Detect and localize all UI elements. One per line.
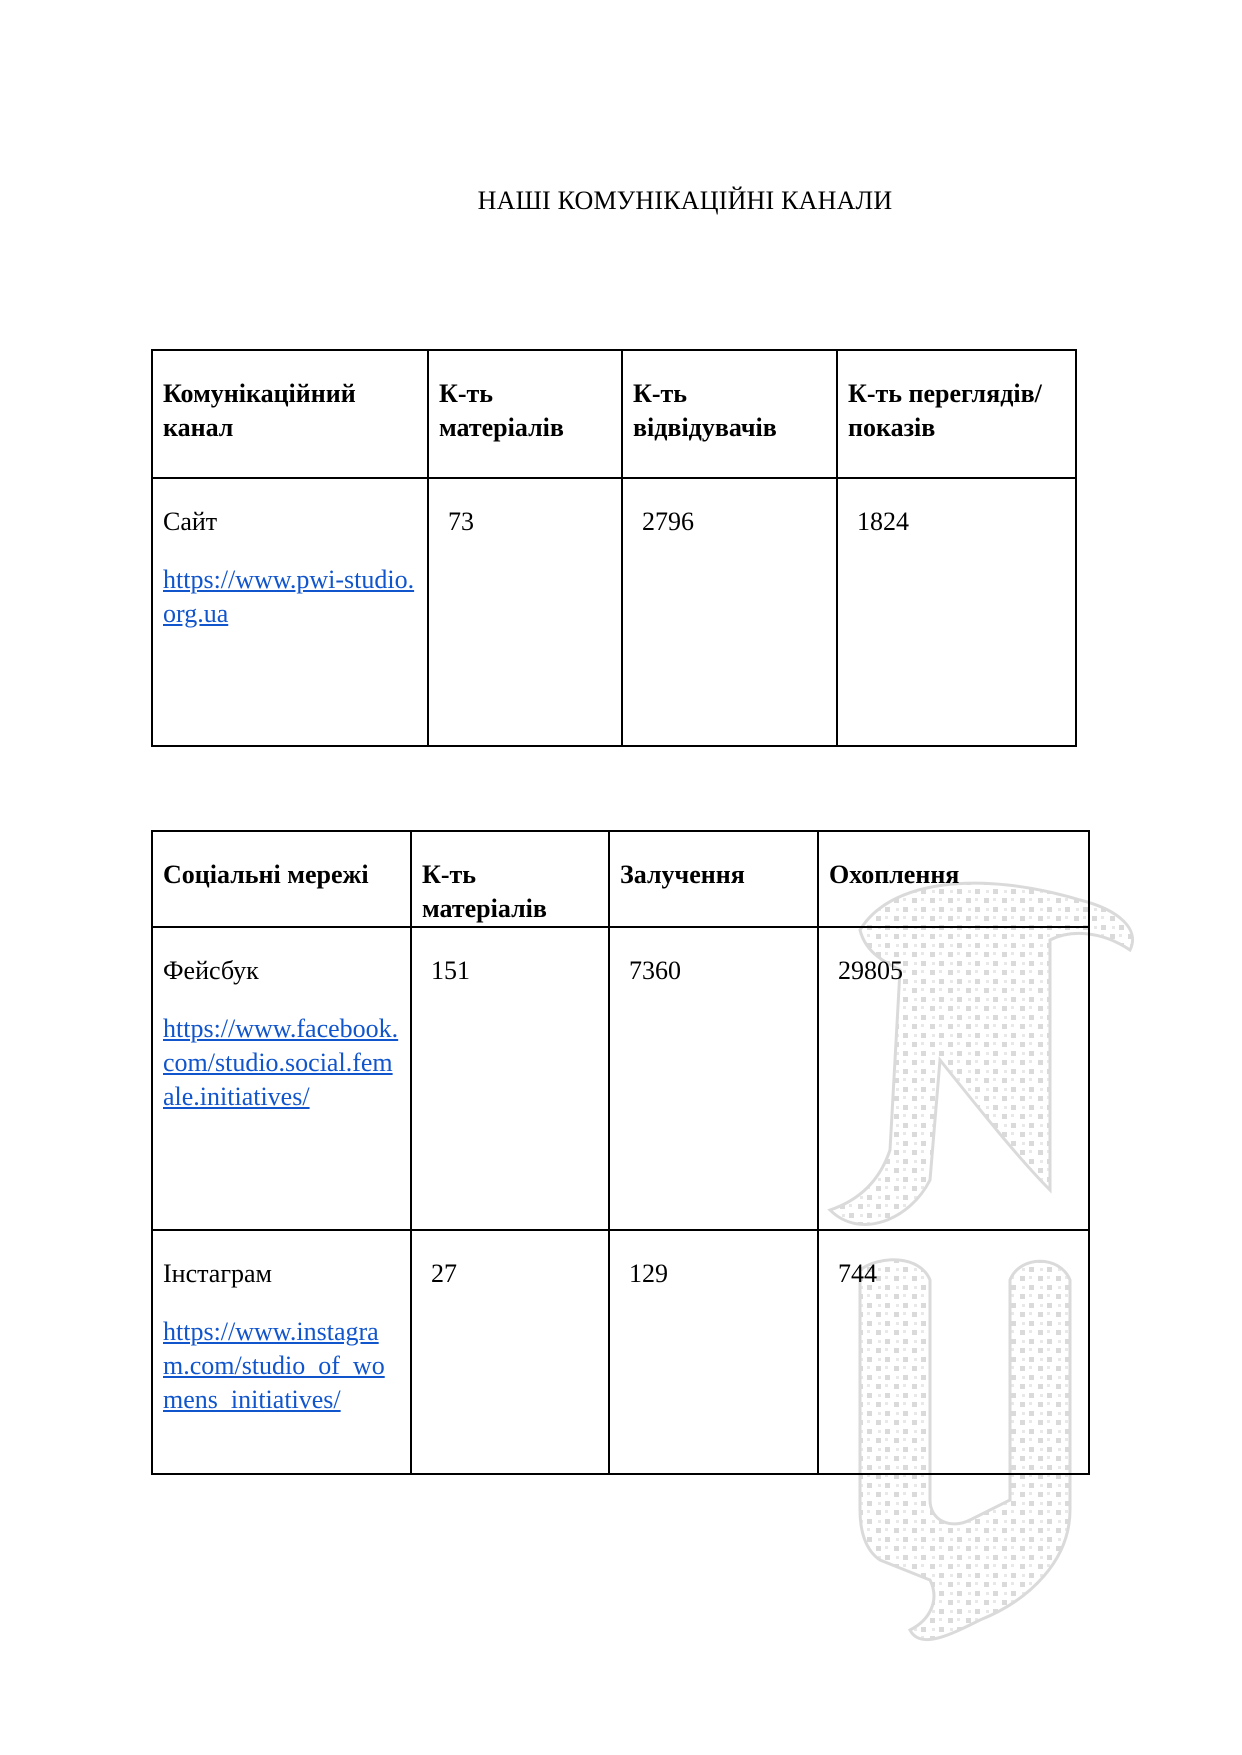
- header-cell: К-ть переглядів/показів: [837, 350, 1076, 478]
- channel-name: Сайт: [163, 507, 218, 536]
- channel-cell: [152, 1230, 411, 1474]
- header-cell: К-ть матеріалів: [428, 350, 622, 478]
- reach-cell: 744: [818, 1230, 1089, 1474]
- channel-name: Інстаграм: [163, 1259, 272, 1288]
- materials-cell: 151: [411, 927, 609, 1230]
- header-cell: К-ть матеріалів: [411, 831, 609, 927]
- table-row: [152, 478, 1076, 746]
- table-row: [152, 927, 1089, 1230]
- header-cell: Соціальні мережі: [152, 831, 411, 927]
- channel-link[interactable]: https://www.instagram.com/studio_of_womens_initiatives/: [163, 1317, 385, 1414]
- engagement-cell: 7360: [609, 927, 818, 1230]
- social-channels-table: [151, 830, 1090, 1475]
- table-row: [152, 1230, 1089, 1474]
- channel-name: Фейсбук: [163, 956, 259, 985]
- reach-cell: 29805: [818, 927, 1089, 1230]
- table-header-row: [152, 831, 1089, 927]
- header-cell: Охоплення: [818, 831, 1089, 927]
- channel-cell: [152, 927, 411, 1230]
- materials-cell: 27: [411, 1230, 609, 1474]
- site-channels-table: [151, 349, 1077, 747]
- visitors-cell: 2796: [622, 478, 837, 746]
- header-cell: К-ть відвідувачів: [622, 350, 837, 478]
- channel-link[interactable]: https://www.facebook.com/studio.social.female.initiatives/: [163, 1014, 399, 1111]
- table-header-row: [152, 350, 1076, 478]
- channel-cell: [152, 478, 428, 746]
- materials-cell: 73: [428, 478, 622, 746]
- header-cell: Залучення: [609, 831, 818, 927]
- views-cell: 1824: [837, 478, 1076, 746]
- engagement-cell: 129: [609, 1230, 818, 1474]
- page-title: НАШІ КОМУНІКАЦІЙНІ КАНАЛИ: [477, 186, 893, 215]
- header-cell: Комунікаційний канал: [152, 350, 428, 478]
- channel-link[interactable]: https://www.pwi-studio.org.ua: [163, 565, 415, 628]
